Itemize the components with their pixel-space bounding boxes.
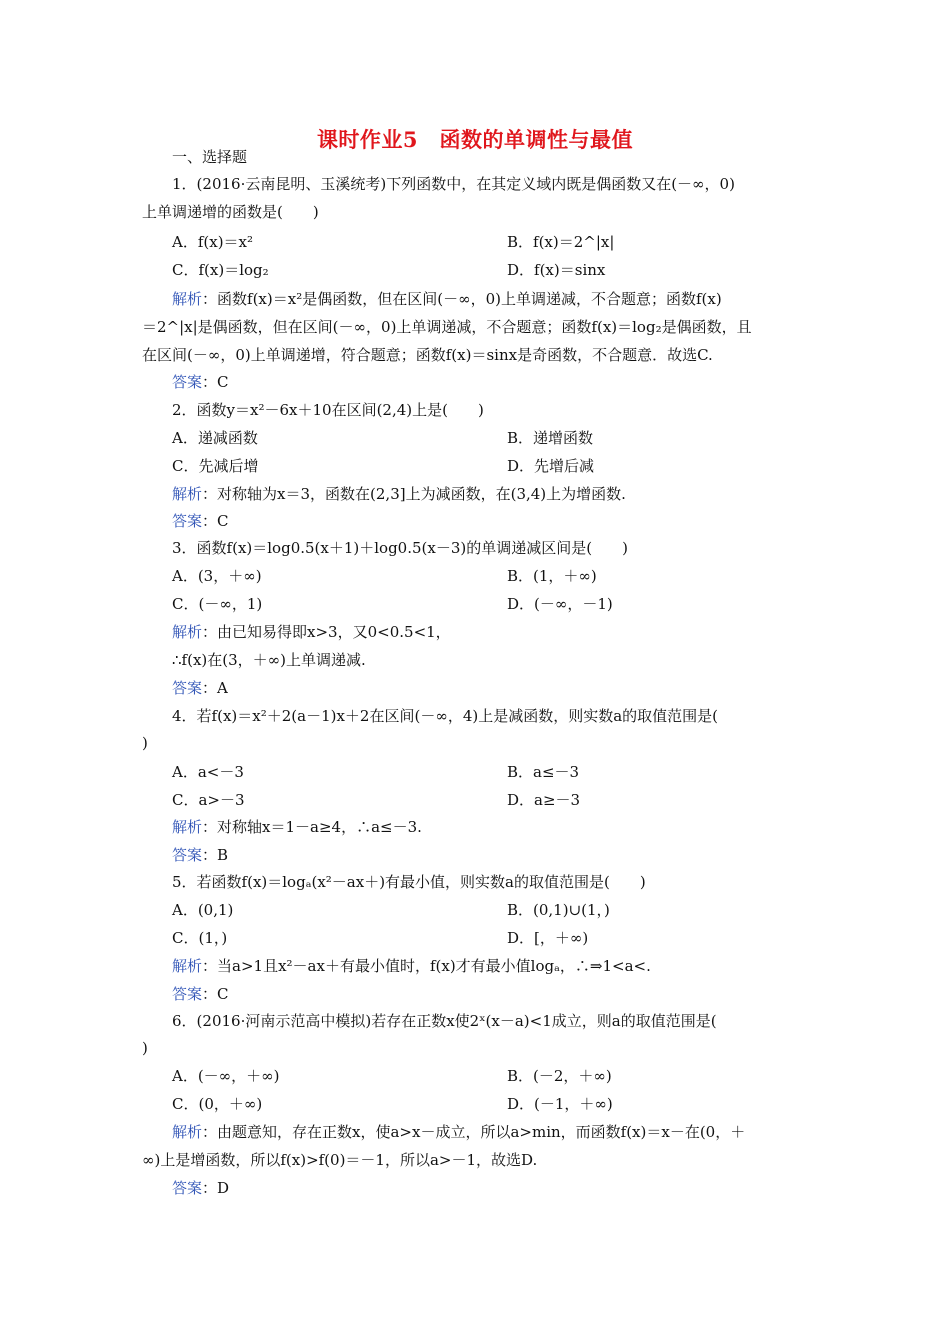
answer-label: 答案 (172, 512, 203, 530)
question-6-option-c: C．(0，＋∞) (172, 1095, 263, 1113)
question-1-option-b: B．f(x)＝2^|x| (507, 233, 615, 251)
question-6-answer: 答案：D (172, 1179, 230, 1197)
question-3-stem: 3．函数f(x)＝log0.5(x＋1)＋log0.5(x－3)的单调递减区间是( ) (172, 539, 628, 557)
question-6-analysis-line-2: ∞)上是增函数，所以f(x)>f(0)＝－1，所以a>－1，故选D. (142, 1151, 538, 1169)
answer-value: C (217, 373, 229, 391)
answer-value: D (217, 1179, 230, 1197)
question-2-stem: 2．函数y＝x²－6x＋10在区间(2,4)上是( ) (172, 401, 484, 419)
question-3-option-d: D．(－∞，－1) (507, 595, 613, 613)
answer-label: 答案 (172, 846, 203, 864)
question-1-analysis-line-1: 解析：函数f(x)＝x²是偶函数，但在区间(－∞，0)上单调递减，不合题意；函数f(x) (172, 290, 722, 308)
analysis-label: 解析 (172, 623, 203, 641)
question-1-option-d: D．f(x)＝sinx (507, 261, 606, 279)
section-heading: 一、选择题 (172, 148, 248, 166)
analysis-text: 对称轴为x＝3，函数在(2,3]上为减函数，在(3,4)上为增函数. (217, 485, 626, 503)
analysis-text: 由题意知，存在正数x，使a>x－成立，所以a>min，而函数f(x)＝x－在(0，＋ (217, 1123, 746, 1141)
question-6-option-b: B．(－2，＋∞) (507, 1067, 612, 1085)
analysis-text: 当a>1且x²－ax＋有最小值时，f(x)才有最小值logₐ，∴⇒1<a<. (217, 957, 651, 975)
question-5-stem: 5．若函数f(x)＝logₐ(x²－ax＋)有最小值，则实数a的取值范围是( ) (172, 873, 646, 891)
question-4-option-d: D．a≥－3 (507, 791, 581, 809)
answer-label: 答案 (172, 985, 203, 1003)
answer-value: A (217, 679, 228, 697)
question-3-option-c: C．(－∞，1) (172, 595, 263, 613)
question-1-analysis-line-2: ＝2^|x|是偶函数，但在区间(－∞，0)上单调递减，不合题意；函数f(x)＝log₂是偶函数，且 (142, 318, 752, 336)
answer-label: 答案 (172, 373, 203, 391)
question-4-stem-line-2: ) (142, 734, 148, 752)
question-5-answer: 答案：C (172, 985, 229, 1003)
analysis-label: 解析 (172, 818, 203, 836)
question-4-option-b: B．a≤－3 (507, 763, 580, 781)
question-6-option-a: A．(－∞，＋∞) (172, 1067, 280, 1085)
question-4-option-a: A．a<－3 (172, 763, 244, 781)
question-6-analysis-line-1: 解析：由题意知，存在正数x，使a>x－成立，所以a>min，而函数f(x)＝x－在(0，＋ (172, 1123, 746, 1141)
analysis-text: 由已知易得即x>3，又0<0.5<1， (217, 623, 451, 641)
question-3-analysis-line-1: 解析：由已知易得即x>3，又0<0.5<1， (172, 623, 451, 641)
question-2-analysis: 解析：对称轴为x＝3，函数在(2,3]上为减函数，在(3,4)上为增函数. (172, 485, 626, 503)
answer-value: C (217, 512, 229, 530)
question-1-stem-line-1: 1．(2016·云南昆明、玉溪统考)下列函数中，在其定义域内既是偶函数又在(－∞，0) (172, 175, 735, 193)
question-1-analysis-line-3: 在区间(－∞，0)上单调递增，符合题意；函数f(x)＝sinx是奇函数，不合题意．故选C. (142, 346, 713, 364)
answer-value: B (217, 846, 229, 864)
question-2-option-d: D．先增后减 (507, 457, 595, 475)
question-1-option-c: C．f(x)＝log₂ (172, 261, 269, 279)
answer-label: 答案 (172, 1179, 203, 1197)
analysis-label: 解析 (172, 290, 203, 308)
question-1-answer: 答案：C (172, 373, 229, 391)
analysis-text: 对称轴x＝1－a≥4，∴a≤－3. (217, 818, 422, 836)
question-2-option-b: B．递增函数 (507, 429, 594, 447)
question-6-stem-line-1: 6．(2016·河南示范高中模拟)若存在正数x使2ˣ(x－a)<1成立，则a的取值范围是( (172, 1012, 717, 1030)
question-5-option-d: D．[，＋∞) (507, 929, 589, 947)
question-4-stem-line-1: 4．若f(x)＝x²＋2(a－1)x＋2在区间(－∞，4)上是减函数，则实数a的取值范围是( (172, 707, 719, 725)
question-5-option-c: C．(1，) (172, 929, 228, 947)
analysis-label: 解析 (172, 1123, 203, 1141)
question-3-option-a: A．(3，＋∞) (172, 567, 262, 585)
answer-label: 答案 (172, 679, 203, 697)
question-4-analysis: 解析：对称轴x＝1－a≥4，∴a≤－3. (172, 818, 422, 836)
question-1-option-a: A．f(x)＝x² (172, 233, 254, 251)
question-4-answer: 答案：B (172, 846, 229, 864)
analysis-label: 解析 (172, 957, 203, 975)
question-5-option-b: B．(0,1)∪(1，) (507, 901, 610, 919)
analysis-label: 解析 (172, 485, 203, 503)
question-5-option-a: A．(0,1) (172, 901, 234, 919)
question-6-option-d: D．(－1，＋∞) (507, 1095, 613, 1113)
question-2-answer: 答案：C (172, 512, 229, 530)
analysis-text: 函数f(x)＝x²是偶函数，但在区间(－∞，0)上单调递减，不合题意；函数f(x) (217, 290, 722, 308)
question-3-analysis-line-2: ∴f(x)在(3，＋∞)上单调递减. (172, 651, 366, 669)
page-title: 课时作业5 函数的单调性与最值 (316, 127, 634, 152)
question-2-option-a: A．递减函数 (172, 429, 258, 447)
question-3-answer: 答案：A (172, 679, 228, 697)
answer-value: C (217, 985, 229, 1003)
question-4-option-c: C．a>－3 (172, 791, 245, 809)
question-2-option-c: C．先减后增 (172, 457, 259, 475)
question-1-stem-line-2: 上单调递增的函数是( ) (142, 203, 319, 221)
question-5-analysis: 解析：当a>1且x²－ax＋有最小值时，f(x)才有最小值logₐ，∴⇒1<a<. (172, 957, 651, 975)
question-6-stem-line-2: ) (142, 1039, 148, 1057)
question-3-option-b: B．(1，＋∞) (507, 567, 597, 585)
